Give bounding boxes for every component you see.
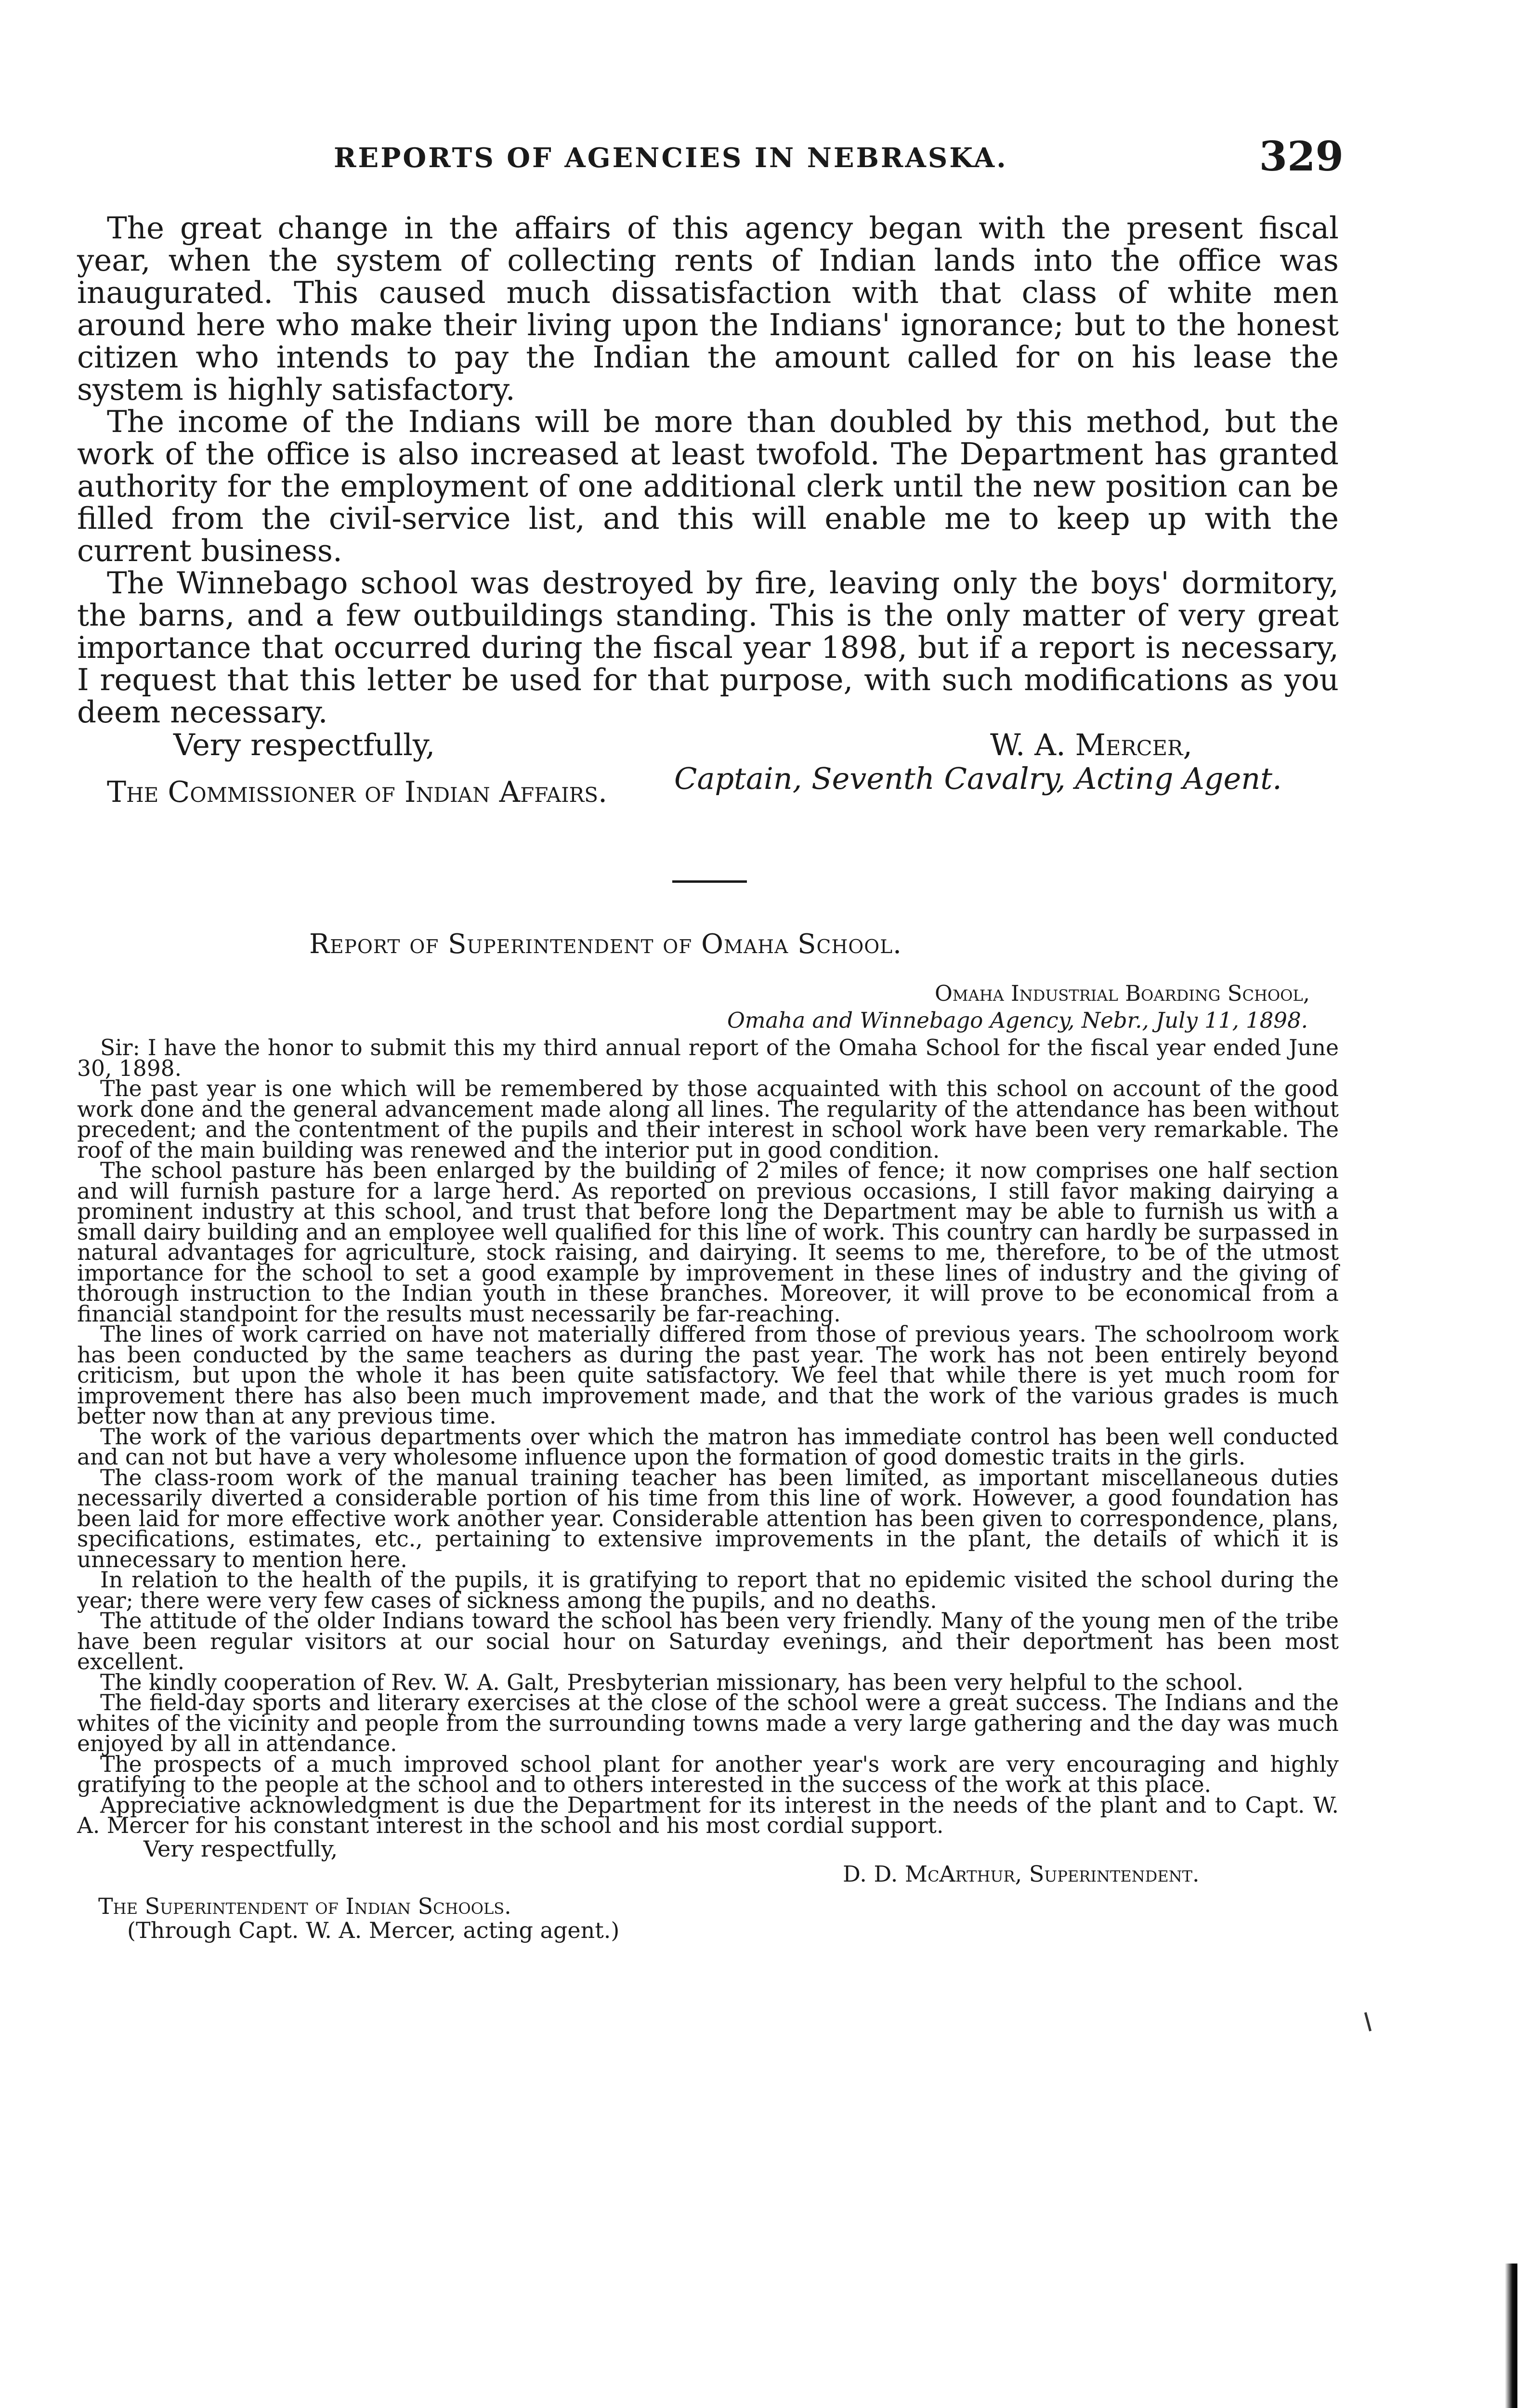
report-paragraph: Appreciative acknowledgment is due the Department for its interest in the needs of the plant and to Capt. W. A. Mercer for his constant interest in the school and his most cordial support. (77, 1792, 1339, 1838)
report-paragraph: The attitude of the older Indians toward the school has been very friendly. Many of the young men of the tribe have been regular visitors at our social hour on Saturday evenings, and their deportment has been most excellent. (77, 1608, 1339, 1675)
report-closing-salutation: Very respectfully, (144, 1835, 338, 1862)
report-closing (77, 1836, 1339, 1894)
report-through-line (98, 1918, 1339, 1942)
report-signer: D. D. McArthur, Superintendent. (843, 1860, 1200, 1887)
report-paragraph: The school pasture has been enlarged by the building of 2 miles of fence; it now comprises one half section and will furnish pasture for a large herd. As reported on previous occasions, I still favor making dairying a prominent industry at this school, and trust that before long the Department may be able to furnish us with a small dairy building and an employee well qualified for this line of work. This country can hardly be surpassed in natural advantages for agriculture, stock raising, and dairying. It seems to me, therefore, to be of the utmost importance for the school to set a good example by improvement in these lines of industry and the giving of thorough instruction to the Indian youth in these branches. Moreover, it will prove to be economical from a financial standpoint for the results must necessarily be far-reaching. (77, 1158, 1339, 1327)
agent-letter (77, 212, 1339, 796)
report-paragraph: The prospects of a much improved school plant for another year's work are very encouraging and highly gratifying to the people at the school and to others interested in the success of the work at this place. (77, 1751, 1339, 1797)
report-addressee: The Superintendent of Indian Schools. (98, 1893, 511, 1919)
report-dateline (77, 980, 1310, 1034)
dateline-school: Omaha Industrial Boarding School, (934, 981, 1310, 1006)
superintendent-report (77, 1035, 1339, 1943)
dateline-place-date: Omaha and Winnebago Agency, Nebr., July 11, 1898. (727, 1008, 1308, 1033)
agent-letter-paragraph: The great change in the affairs of this agency began with the present fiscal year, when the system of collecting rents of Indian lands into the office was inaugurated. This caused much dissatisfaction with that class of white men around here who make their living upon the Indians' ignorance; but to the honest citizen who intends to pay the Indian the amount called for on his lease the system is highly satisfactory. (77, 210, 1339, 407)
running-title: REPORTS OF AGENCIES IN NEBRASKA. (334, 142, 1008, 174)
margin-mark (1364, 2012, 1371, 2031)
report-paragraph: The kindly cooperation of Rev. W. A. Galt, Presbyterian missionary, has been very helpful to the school. (100, 1669, 1244, 1695)
closing-salutation: Very respectfully, (173, 727, 435, 762)
report-title: Report of Superintendent of Omaha School. (309, 929, 902, 960)
agent-letter-addressee: The Commissioner of Indian Affairs. (107, 775, 608, 809)
running-head (77, 132, 1344, 185)
signer-name: W. A. Mercer, (990, 727, 1193, 762)
report-through: (Through Capt. W. A. Mercer, acting agent.) (127, 1917, 620, 1943)
report-paragraph: The field-day sports and literary exercises at the close of the school were a great success. The Indians and the whites of the vicinity and people from the surrounding towns made a very large gathering and the day was much enjoyed by all in attendance. (77, 1690, 1339, 1756)
report-paragraph: The class-room work of the manual training teacher has been limited, as important miscellaneous duties necessarily diverted a considerable portion of his time from this line of work. However, a good foundation has been laid for more effective work another year. Considerable attention has been given to correspondence, plans, specifications, estimates, etc., pertaining to extensive improvements in the plant, the details of which it is unnecessary to mention here. (77, 1465, 1339, 1572)
signer-title: Captain, Seventh Cavalry, Acting Agent. (674, 761, 1282, 796)
report-paragraph: Sir: I have the honor to submit this my third annual report of the Omaha School for the fiscal year ended June 30, 1898. (77, 1035, 1339, 1081)
page-edge-shadow (1505, 2264, 1517, 2408)
agent-letter-paragraph: The Winnebago school was destroyed by fire, leaving only the boys' dormitory, the barns, and a few outbuildings standing. This is the only matter of very great importance that occurred during the fiscal year 1898, but if a report is necessary, I request that this letter be used for that purpose, with such modifications as you deem necessary. (77, 565, 1339, 730)
report-paragraph: The lines of work carried on have not materially differed from those of previous years. The schoolroom work has been conducted by the same teachers as during the past year. The work has not been entirely beyond criticism, but upon the whole it has been quite satisfactory. We feel that while there is yet much room for improvement there has also been much improvement made, and that the work of the various grades is much better now than at any previous time. (77, 1322, 1339, 1429)
agent-letter-paragraph: The income of the Indians will be more than doubled by this method, but the work of the office is also increased at least twofold. The Department has granted authority for the employment of one additional clerk until the new position can be filled from the civil-service list, and this will enable me to keep up with the current business. (77, 404, 1339, 568)
report-paragraph: The work of the various departments over which the matron has immediate control has been well conducted and can not but have a very wholesome influence upon the formation of good domestic traits in the girls. (77, 1424, 1339, 1470)
report-paragraph: In relation to the health of the pupils, it is gratifying to report that no epidemic visited the school during the year; there were very few cases of sickness among the pupils, and no deaths. (77, 1567, 1339, 1613)
page-number: 329 (1259, 132, 1344, 180)
report-paragraph: The past year is one which will be remembered by those acquainted with this school on account of the good work done and the general advancement made along all lines. The regularity of the attendance has been without precedent; and the contentment of the pupils and their interest in school work have been very remarkable. The roof of the main building was renewed and the interior put in good condition. (77, 1076, 1339, 1163)
section-divider (672, 880, 747, 883)
